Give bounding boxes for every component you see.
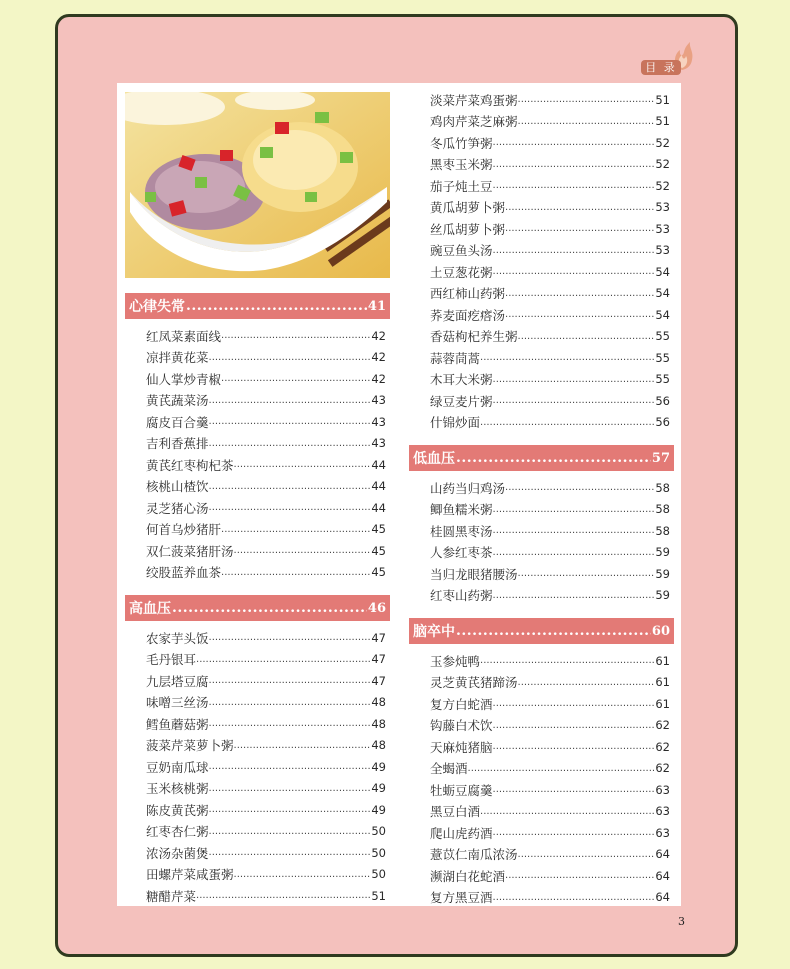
toc-entry[interactable] (125, 540, 390, 562)
entry-title: 农家芋头饭 (146, 630, 209, 646)
toc-entry[interactable] (125, 627, 390, 649)
entry-title: 复方白蛇酒 (430, 696, 493, 712)
entry-page: 51 (655, 92, 670, 107)
entry-page: 61 (655, 675, 670, 690)
toc-entry[interactable] (409, 111, 674, 133)
toc-entry[interactable] (409, 779, 674, 801)
entry-title: 绞股蓝养血茶 (146, 565, 222, 581)
entry-title: 木耳大米粥 (430, 372, 493, 388)
toc-entry[interactable] (125, 347, 390, 369)
entry-title: 牡蛎豆腐羹 (430, 782, 493, 798)
entry-page: 61 (655, 696, 670, 711)
entry-page: 52 (655, 157, 670, 172)
toc-entry[interactable] (409, 865, 674, 887)
toc-entry[interactable] (409, 218, 674, 240)
entry-title: 冬瓜竹笋粥 (430, 135, 493, 151)
entry-title: 红凤菜素面线 (146, 328, 222, 344)
toc-entry[interactable] (409, 89, 674, 111)
entry-title: 天麻炖猪脑 (430, 739, 493, 755)
toc-entry[interactable] (125, 735, 390, 757)
section-title: 低血压 (413, 451, 455, 467)
toc-entry[interactable] (409, 585, 674, 607)
toc-entry[interactable] (409, 693, 674, 715)
entry-title: 茄子炖土豆 (430, 178, 493, 194)
entry-title: 凉拌黄花菜 (146, 350, 209, 366)
section-list (409, 650, 674, 908)
entry-page: 59 (655, 566, 670, 581)
entry-title: 吉利香蕉排 (146, 436, 209, 452)
entry-title: 糖醋芹菜 (146, 888, 197, 904)
entry-title: 玉参炖鸭 (430, 653, 481, 669)
toc-entry[interactable] (409, 240, 674, 262)
entry-page: 42 (371, 371, 386, 386)
toc-entry[interactable] (409, 758, 674, 780)
section-list (409, 477, 674, 606)
entry-title: 灵芝黄芪猪蹄汤 (430, 675, 518, 691)
toc-entry[interactable] (409, 175, 674, 197)
entry-page: 48 (371, 716, 386, 731)
entry-page: 45 (371, 543, 386, 558)
toc-entry[interactable] (409, 822, 674, 844)
entry-page: 56 (655, 393, 670, 408)
entry-page: 62 (655, 718, 670, 733)
toc-entry[interactable] (409, 563, 674, 585)
entry-title: 仙人掌炒青椒 (146, 371, 222, 387)
toc-entry[interactable] (125, 519, 390, 541)
entry-title: 黄芪红枣枸杞茶 (146, 457, 234, 473)
entry-page: 44 (371, 457, 386, 472)
dish-photo (125, 92, 390, 278)
entry-title: 玉米核桃粥 (146, 781, 209, 797)
dot-leader (172, 600, 367, 616)
section-heading[interactable] (409, 445, 674, 471)
continued-list (409, 89, 674, 433)
entry-title: 复方黑豆酒 (430, 890, 493, 906)
entry-title: 丝瓜胡萝卜粥 (430, 221, 506, 237)
entry-title: 什锦炒面 (430, 415, 481, 431)
toc-entry[interactable] (409, 197, 674, 219)
entry-page: 58 (655, 502, 670, 517)
section-heading[interactable] (125, 595, 390, 621)
entry-title: 香菇枸杞养生粥 (430, 329, 518, 345)
toc-entry[interactable] (409, 887, 674, 909)
entry-title: 蒜蓉茼蒿 (430, 350, 481, 366)
toc-column-left (125, 293, 390, 907)
toc-entry[interactable] (125, 497, 390, 519)
entry-title: 薏苡仁南瓜浓汤 (430, 847, 518, 863)
entry-page: 44 (371, 479, 386, 494)
entry-title: 红枣山药粥 (430, 588, 493, 604)
toc-entry[interactable] (125, 885, 390, 907)
toc-entry[interactable] (125, 713, 390, 735)
toc-entry[interactable] (409, 715, 674, 737)
entry-page: 53 (655, 221, 670, 236)
entry-page: 47 (371, 630, 386, 645)
entry-title: 田螺芹菜咸蛋粥 (146, 867, 234, 883)
entry-page: 47 (371, 652, 386, 667)
toc-label: 目 录 (641, 60, 681, 75)
entry-title: 土豆葱花粥 (430, 264, 493, 280)
section-title: 高血压 (129, 601, 171, 617)
entry-page: 63 (655, 825, 670, 840)
entry-title: 鳕鱼蘑菇粥 (146, 716, 209, 732)
entry-page: 55 (655, 372, 670, 387)
toc-entry[interactable] (125, 842, 390, 864)
toc-entry[interactable] (125, 454, 390, 476)
dot-leader (456, 623, 651, 639)
toc-entry[interactable] (125, 670, 390, 692)
entry-page: 54 (655, 286, 670, 301)
toc-entry[interactable] (409, 520, 674, 542)
toc-entry[interactable] (409, 132, 674, 154)
entry-title: 灵芝猪心汤 (146, 500, 209, 516)
entry-page: 48 (371, 695, 386, 710)
entry-title: 黑枣玉米粥 (430, 157, 493, 173)
section-page: 60 (651, 623, 670, 639)
entry-page: 55 (655, 329, 670, 344)
toc-entry[interactable] (125, 562, 390, 584)
entry-title: 豆奶南瓜球 (146, 759, 209, 775)
entry-page: 55 (655, 350, 670, 365)
entry-page: 59 (655, 545, 670, 560)
toc-entry[interactable] (409, 650, 674, 672)
entry-page: 64 (655, 847, 670, 862)
entry-page: 50 (371, 845, 386, 860)
toc-entry[interactable] (409, 369, 674, 391)
toc-entry[interactable] (125, 692, 390, 714)
entry-page: 54 (655, 307, 670, 322)
toc-entry[interactable] (409, 154, 674, 176)
entry-page: 51 (371, 888, 386, 903)
entry-title: 腐皮百合羹 (146, 414, 209, 430)
toc-entry[interactable] (409, 542, 674, 564)
section-title: 心律失常 (129, 299, 185, 315)
entry-page: 64 (655, 868, 670, 883)
entry-title: 九层塔豆腐 (146, 673, 209, 689)
toc-entry[interactable] (125, 476, 390, 498)
entry-page: 63 (655, 782, 670, 797)
entry-page: 61 (655, 653, 670, 668)
entry-page: 50 (371, 867, 386, 882)
entry-page: 42 (371, 350, 386, 365)
toc-entry[interactable] (125, 411, 390, 433)
entry-page: 47 (371, 673, 386, 688)
entry-page: 42 (371, 328, 386, 343)
toc-entry[interactable] (125, 649, 390, 671)
toc-entry[interactable] (409, 844, 674, 866)
entry-title: 豌豆鱼头汤 (430, 243, 493, 259)
toc-entry[interactable] (409, 326, 674, 348)
entry-title: 何首乌炒猪肝 (146, 522, 222, 538)
entry-page: 43 (371, 436, 386, 451)
section-title: 脑卒中 (413, 624, 455, 640)
dot-leader (186, 298, 367, 314)
toc-entry[interactable] (409, 499, 674, 521)
section-heading[interactable] (125, 293, 390, 319)
entry-title: 黑豆白酒 (430, 804, 481, 820)
entry-page: 59 (655, 588, 670, 603)
entry-title: 濒湖白花蛇酒 (430, 868, 506, 884)
entry-page: 45 (371, 565, 386, 580)
section-page: 46 (367, 600, 386, 616)
entry-title: 当归龙眼猪腰汤 (430, 566, 518, 582)
toc-column-right (409, 89, 674, 908)
entry-title: 陈皮黄芪粥 (146, 802, 209, 818)
entry-title: 红枣杏仁粥 (146, 824, 209, 840)
toc-entry[interactable] (125, 756, 390, 778)
entry-title: 全蝎酒 (430, 761, 468, 777)
entry-title: 鸡肉芹菜芝麻粥 (430, 114, 518, 130)
entry-page: 64 (655, 890, 670, 905)
toc-entry[interactable] (125, 778, 390, 800)
entry-title: 浓汤杂菌煲 (146, 845, 209, 861)
toc-entry[interactable] (409, 801, 674, 823)
entry-page: 43 (371, 414, 386, 429)
entry-page: 45 (371, 522, 386, 537)
entry-page: 52 (655, 135, 670, 150)
entry-page: 62 (655, 739, 670, 754)
entry-page: 48 (371, 738, 386, 753)
entry-title: 人参红枣茶 (430, 545, 493, 561)
toc-entry[interactable] (409, 283, 674, 305)
entry-page: 49 (371, 802, 386, 817)
entry-title: 黄瓜胡萝卜粥 (430, 200, 506, 216)
entry-page: 43 (371, 393, 386, 408)
entry-title: 钩藤白术饮 (430, 718, 493, 734)
entry-page: 52 (655, 178, 670, 193)
toc-entry[interactable] (125, 799, 390, 821)
entry-title: 西红柿山药粥 (430, 286, 506, 302)
entry-title: 双仁菠菜猪肝汤 (146, 543, 234, 559)
entry-page: 51 (655, 114, 670, 129)
entry-title: 毛丹银耳 (146, 652, 197, 668)
entry-title: 绿豆麦片粥 (430, 393, 493, 409)
entry-page: 58 (655, 480, 670, 495)
entry-title: 山药当归鸡汤 (430, 480, 506, 496)
entry-title: 核桃山楂饮 (146, 479, 209, 495)
toc-entry[interactable] (409, 477, 674, 499)
toc-entry[interactable] (125, 864, 390, 886)
entry-title: 味噌三丝汤 (146, 695, 209, 711)
toc-entry[interactable] (409, 261, 674, 283)
entry-title: 菠菜芹菜萝卜粥 (146, 738, 234, 754)
section-list (125, 325, 390, 583)
toc-entry[interactable] (125, 433, 390, 455)
toc-entry[interactable] (409, 736, 674, 758)
toc-entry[interactable] (125, 325, 390, 347)
toc-entry[interactable] (409, 412, 674, 434)
entry-page: 49 (371, 781, 386, 796)
toc-entry[interactable] (409, 347, 674, 369)
dot-leader (456, 450, 651, 466)
entry-title: 桂圆黑枣汤 (430, 523, 493, 539)
section-page: 41 (367, 298, 386, 314)
toc-entry[interactable] (409, 672, 674, 694)
entry-page: 50 (371, 824, 386, 839)
entry-title: 黄芪蔬菜汤 (146, 393, 209, 409)
entry-page: 44 (371, 500, 386, 515)
entry-title: 爬山虎药酒 (430, 825, 493, 841)
entry-page: 58 (655, 523, 670, 538)
entry-page: 49 (371, 759, 386, 774)
entry-page: 56 (655, 415, 670, 430)
entry-page: 54 (655, 264, 670, 279)
entry-title: 荞麦面疙瘩汤 (430, 307, 506, 323)
page-number: 3 (678, 915, 685, 928)
section-heading[interactable] (409, 618, 674, 644)
entry-title: 淡菜芹菜鸡蛋粥 (430, 92, 518, 108)
entry-title: 鲫鱼糯米粥 (430, 502, 493, 518)
entry-page: 62 (655, 761, 670, 776)
entry-page: 53 (655, 243, 670, 258)
entry-page: 53 (655, 200, 670, 215)
section-page: 57 (651, 450, 670, 466)
entry-page: 63 (655, 804, 670, 819)
section-list (125, 627, 390, 907)
toc-entry[interactable] (125, 821, 390, 843)
toc-entry[interactable] (409, 390, 674, 412)
toc-entry[interactable] (409, 304, 674, 326)
toc-entry[interactable] (125, 390, 390, 412)
toc-entry[interactable] (125, 368, 390, 390)
